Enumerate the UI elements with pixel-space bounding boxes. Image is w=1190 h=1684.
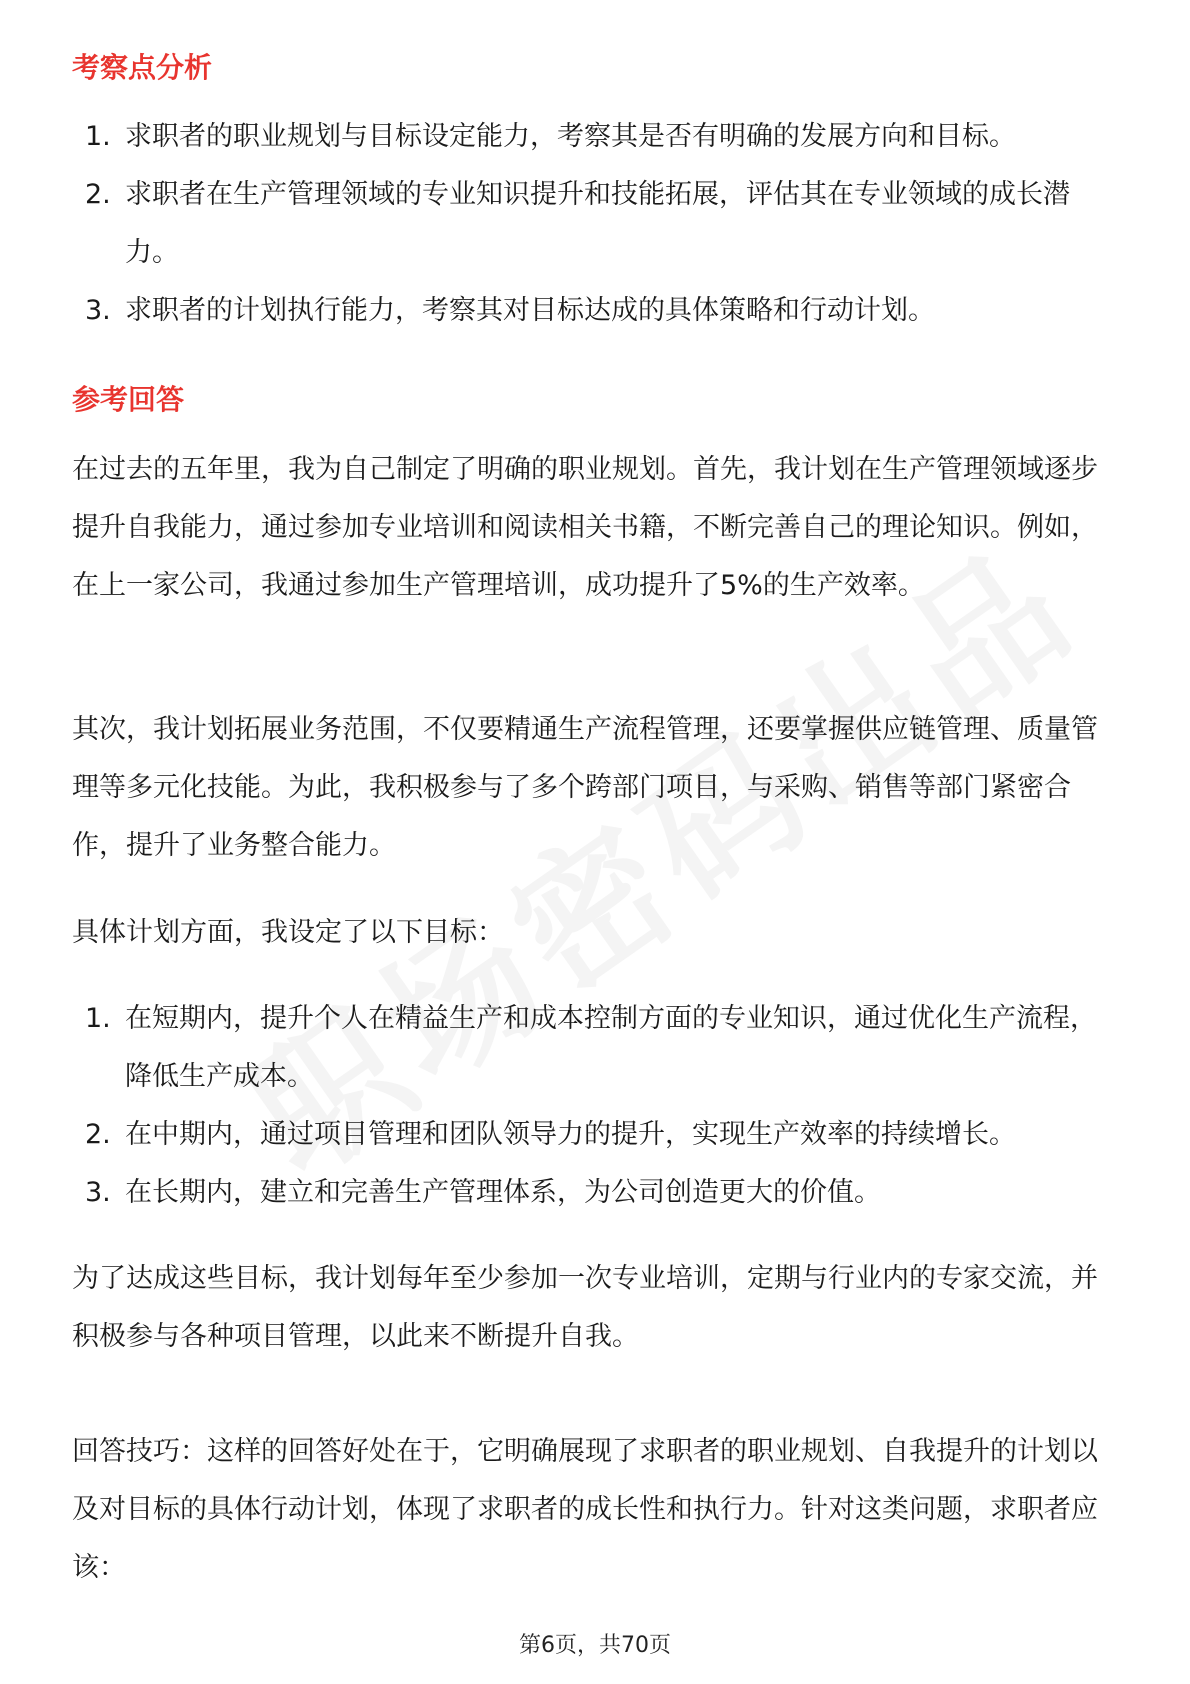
list-item: 1. 求职者的职业规划与目标设定能力，考察其是否有明确的发展方向和目标。 [85,121,1016,152]
page-number: 第6页，共70页 [519,1633,671,1658]
answer-heading: 参考回答 [72,383,185,416]
list-item: 2. 在中期内，通过项目管理和团队领导力的提升，实现生产效率的持续增长。 [85,1119,1016,1150]
answer-paragraph-2: 其次，我计划拓展业务范围，不仅要精通生产流程管理，还要掌握供应链管理、质量管理等多元化技能。为此，我积极参与了多个跨部门项目，与采购、销售等部门紧密合作，提升了业务整合能力。 [72,714,1098,861]
answer-paragraph-3: 具体计划方面，我设定了以下目标： [72,917,504,948]
list-item: 3. 求职者的计划执行能力，考察其对目标达成的具体策略和行动计划。 [85,295,935,326]
list-item: 1. 在短期内，提升个人在精益生产和成本控制方面的专业知识，通过优化生产流程，降低生产成本。 [85,1003,1097,1092]
answer-paragraph-4: 为了达成这些目标，我计划每年至少参加一次专业培训，定期与行业内的专家交流，并积极参与各种项目管理，以此来不断提升自我。 [72,1263,1098,1352]
list-item: 3. 在长期内，建立和完善生产管理体系，为公司创造更大的价值。 [85,1177,881,1208]
goals-list [72,990,1122,1222]
answer-tips: 回答技巧：这样的回答好处在于，它明确展现了求职者的职业规划、自我提升的计划以及对目标的具体行动计划，体现了求职者的成长性和执行力。针对这类问题，求职者应该： [72,1436,1098,1583]
answer-paragraph-1: 在过去的五年里，我为自己制定了明确的职业规划。首先，我计划在生产管理领域逐步提升自我能力，通过参加专业培训和阅读相关书籍，不断完善自己的理论知识。例如，在上一家公司，我通过参加生产管理培训，成功提升了5%的生产效率。 [72,454,1098,601]
analysis-list [72,108,1122,340]
list-item: 2. 求职者在生产管理领域的专业知识提升和技能拓展，评估其在专业领域的成长潜力。 [85,179,1070,268]
analysis-heading: 考察点分析 [72,51,213,84]
